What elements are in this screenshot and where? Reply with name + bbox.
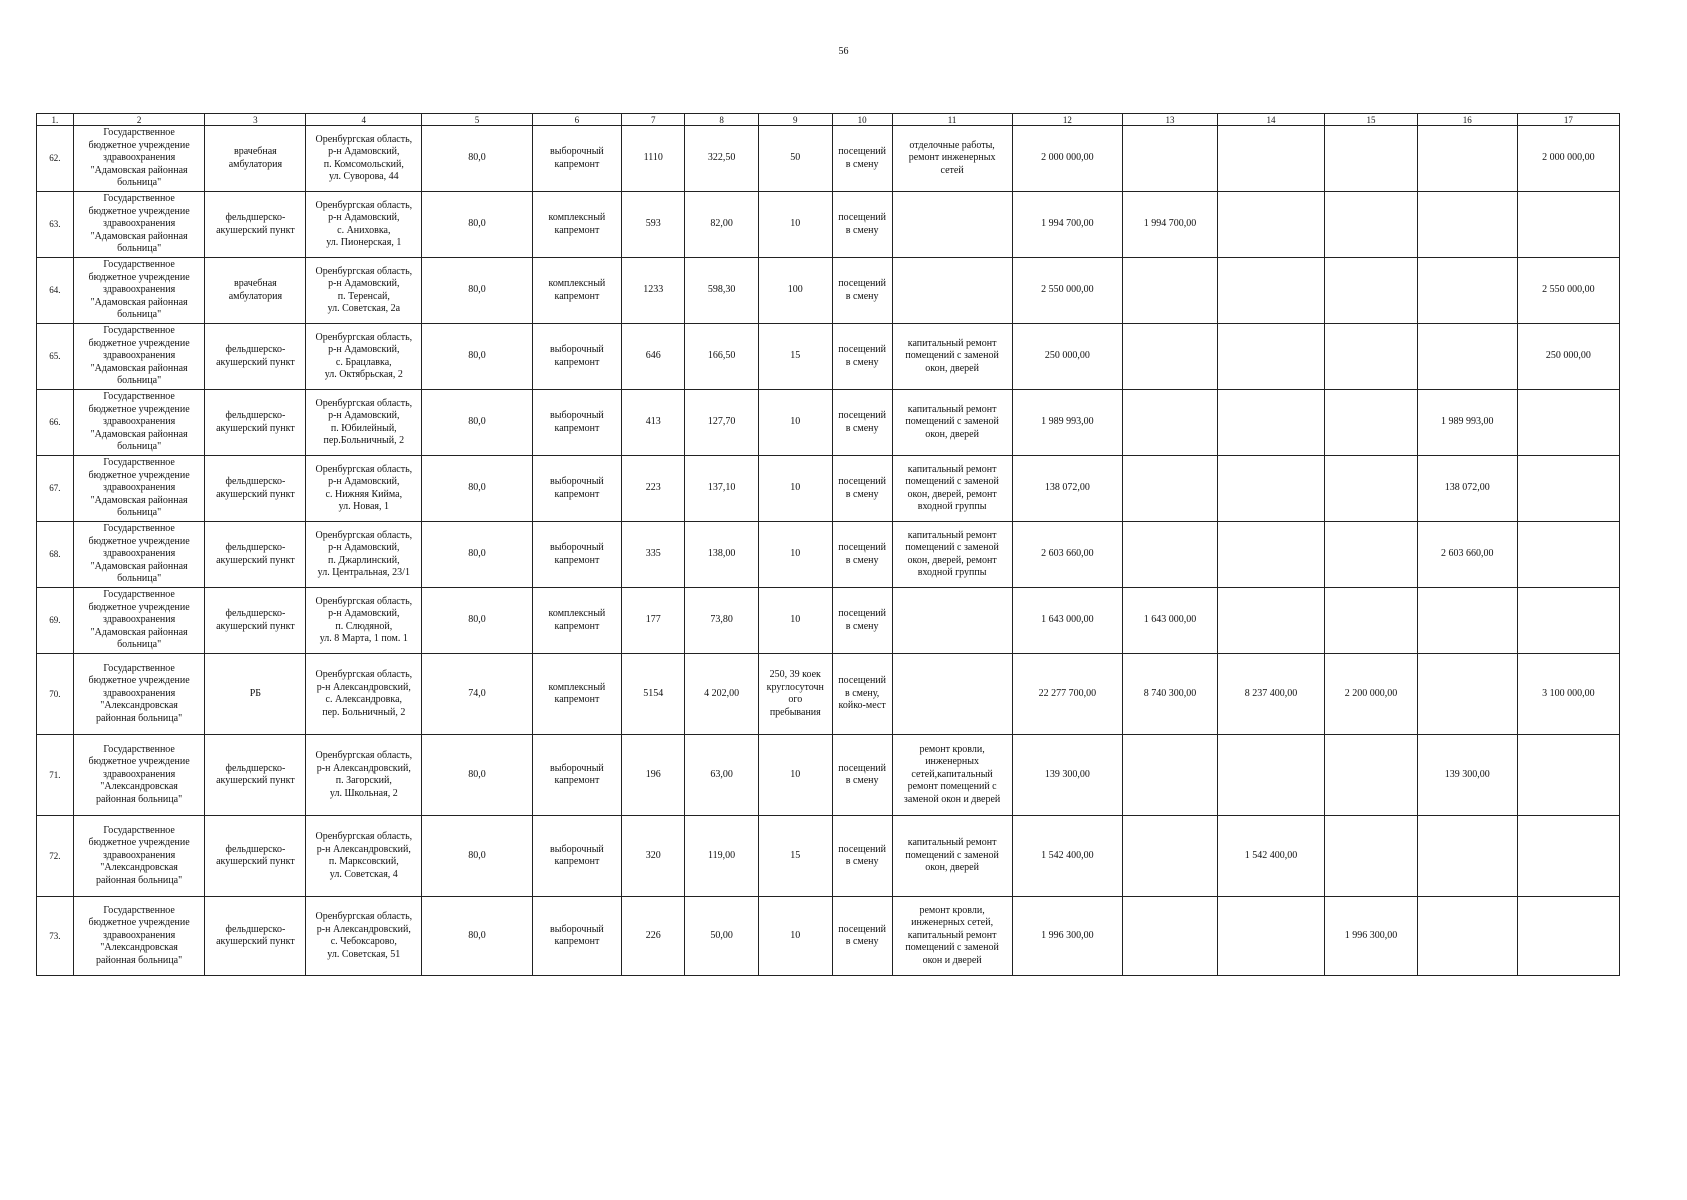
table-cell-col-1: 67. [37, 456, 74, 522]
table-cell-col-9: 10 [758, 735, 832, 816]
table-cell-col-9: 10 [758, 897, 832, 976]
table-cell-col-10: посещений в смену [832, 258, 892, 324]
table-cell-col-16 [1417, 897, 1517, 976]
table-cell-col-6: комплексный капремонт [532, 588, 621, 654]
table-cell-col-9: 50 [758, 126, 832, 192]
table-cell-col-12: 2 550 000,00 [1012, 258, 1123, 324]
table-cell-col-14 [1217, 735, 1324, 816]
table-cell-col-2: Государственное бюджетное учреждение здравоохранения "Адамовская районная больница" [73, 588, 205, 654]
table-cell-col-1: 70. [37, 654, 74, 735]
table-cell-col-17 [1517, 588, 1619, 654]
table-cell-col-16: 2 603 660,00 [1417, 522, 1517, 588]
table-cell-col-3: фельдшерско- акушерский пункт [205, 897, 306, 976]
table-cell-col-11 [892, 192, 1012, 258]
table-cell-col-13: 1 994 700,00 [1123, 192, 1218, 258]
table-cell-col-7: 177 [622, 588, 685, 654]
table-cell-col-17: 2 000 000,00 [1517, 126, 1619, 192]
table-cell-col-5: 80,0 [422, 126, 533, 192]
table-cell-col-10: посещений в смену [832, 192, 892, 258]
table-cell-col-10: посещений в смену, койко-мест [832, 654, 892, 735]
table-cell-col-14: 8 237 400,00 [1217, 654, 1324, 735]
page-number: 56 [838, 46, 849, 57]
table-cell-col-7: 593 [622, 192, 685, 258]
table-cell-col-1: 71. [37, 735, 74, 816]
col-number-7: 7 [622, 114, 685, 126]
table-cell-col-13: 1 643 000,00 [1123, 588, 1218, 654]
table-cell-col-17 [1517, 390, 1619, 456]
table-cell-col-8: 119,00 [685, 816, 759, 897]
table-cell-col-12: 1 989 993,00 [1012, 390, 1123, 456]
table-cell-col-17 [1517, 192, 1619, 258]
table-cell-col-16 [1417, 192, 1517, 258]
table-cell-col-3: врачебная амбулатория [205, 126, 306, 192]
table-cell-col-17: 3 100 000,00 [1517, 654, 1619, 735]
table-cell-col-6: выборочный капремонт [532, 816, 621, 897]
table-cell-col-11: капитальный ремонт помещений с заменой окон, дверей [892, 816, 1012, 897]
table-cell-col-9: 100 [758, 258, 832, 324]
table-cell-col-16: 1 989 993,00 [1417, 390, 1517, 456]
table-cell-col-13 [1123, 735, 1218, 816]
table-cell-col-11: капитальный ремонт помещений с заменой окон, дверей, ремонт входной группы [892, 522, 1012, 588]
table-cell-col-15 [1325, 126, 1418, 192]
table-cell-col-8: 138,00 [685, 522, 759, 588]
table-cell-col-13 [1123, 126, 1218, 192]
table-cell-col-4: Оренбургская область, р-н Адамовский, п. Теренсай, ул. Советская, 2а [306, 258, 422, 324]
table-cell-col-10: посещений в смену [832, 456, 892, 522]
table-body [37, 126, 1620, 976]
table-cell-col-1: 69. [37, 588, 74, 654]
table-cell-col-15 [1325, 390, 1418, 456]
table-cell-col-7: 1110 [622, 126, 685, 192]
col-number-8: 8 [685, 114, 759, 126]
table-cell-col-11: капитальный ремонт помещений с заменой окон, дверей, ремонт входной группы [892, 456, 1012, 522]
table-cell-col-4: Оренбургская область, р-н Александровский, с. Чебоксарово, ул. Советская, 51 [306, 897, 422, 976]
table-cell-col-15: 1 996 300,00 [1325, 897, 1418, 976]
table-cell-col-8: 137,10 [685, 456, 759, 522]
table-cell-col-10: посещений в смену [832, 588, 892, 654]
table-cell-col-13 [1123, 390, 1218, 456]
col-number-10: 10 [832, 114, 892, 126]
table-cell-col-9: 10 [758, 390, 832, 456]
table-cell-col-11 [892, 258, 1012, 324]
table-cell-col-3: РБ [205, 654, 306, 735]
table-cell-col-8: 50,00 [685, 897, 759, 976]
table-cell-col-9: 15 [758, 816, 832, 897]
table-cell-col-14 [1217, 324, 1324, 390]
table-cell-col-8: 598,30 [685, 258, 759, 324]
table-cell-col-14 [1217, 456, 1324, 522]
table-cell-col-12: 2 000 000,00 [1012, 126, 1123, 192]
table-cell-col-15 [1325, 816, 1418, 897]
table-cell-col-3: фельдшерско- акушерский пункт [205, 390, 306, 456]
table-cell-col-16 [1417, 654, 1517, 735]
table-cell-col-17: 2 550 000,00 [1517, 258, 1619, 324]
table-row [37, 126, 1620, 192]
table-cell-col-5: 80,0 [422, 897, 533, 976]
table-cell-col-2: Государственное бюджетное учреждение здравоохранения "Александровская районная больница" [73, 735, 205, 816]
table-cell-col-12: 139 300,00 [1012, 735, 1123, 816]
table-cell-col-14 [1217, 522, 1324, 588]
table-cell-col-15: 2 200 000,00 [1325, 654, 1418, 735]
table-cell-col-7: 413 [622, 390, 685, 456]
table-cell-col-12: 250 000,00 [1012, 324, 1123, 390]
table-cell-col-2: Государственное бюджетное учреждение здравоохранения "Адамовская районная больница" [73, 456, 205, 522]
table-cell-col-5: 80,0 [422, 522, 533, 588]
table-cell-col-4: Оренбургская область, р-н Александровский, п. Марксовский, ул. Советская, 4 [306, 816, 422, 897]
table-cell-col-16 [1417, 258, 1517, 324]
table-row [37, 735, 1620, 816]
table-cell-col-7: 646 [622, 324, 685, 390]
table-cell-col-17 [1517, 816, 1619, 897]
table-cell-col-17 [1517, 735, 1619, 816]
table-cell-col-8: 166,50 [685, 324, 759, 390]
table-cell-col-12: 1 542 400,00 [1012, 816, 1123, 897]
table-cell-col-16: 139 300,00 [1417, 735, 1517, 816]
col-number-15: 15 [1325, 114, 1418, 126]
table-cell-col-4: Оренбургская область, р-н Адамовский, п. Комсомольский, ул. Суворова, 44 [306, 126, 422, 192]
table-cell-col-5: 74,0 [422, 654, 533, 735]
table-cell-col-5: 80,0 [422, 192, 533, 258]
table-cell-col-3: фельдшерско- акушерский пункт [205, 456, 306, 522]
table-cell-col-6: выборочный капремонт [532, 735, 621, 816]
table-cell-col-11: капитальный ремонт помещений с заменой окон, дверей [892, 390, 1012, 456]
table-cell-col-3: врачебная амбулатория [205, 258, 306, 324]
table-cell-col-14 [1217, 588, 1324, 654]
table-cell-col-8: 322,50 [685, 126, 759, 192]
table-cell-col-6: выборочный капремонт [532, 126, 621, 192]
table-cell-col-14 [1217, 390, 1324, 456]
table-cell-col-14 [1217, 192, 1324, 258]
table-cell-col-12: 1 994 700,00 [1012, 192, 1123, 258]
col-number-11: 11 [892, 114, 1012, 126]
table-cell-col-3: фельдшерско- акушерский пункт [205, 588, 306, 654]
table-cell-col-2: Государственное бюджетное учреждение здравоохранения "Александровская районная больница" [73, 654, 205, 735]
table-cell-col-7: 226 [622, 897, 685, 976]
table-cell-col-13 [1123, 258, 1218, 324]
table-cell-col-2: Государственное бюджетное учреждение здравоохранения "Адамовская районная больница" [73, 126, 205, 192]
table-cell-col-13 [1123, 897, 1218, 976]
table-cell-col-5: 80,0 [422, 258, 533, 324]
table-cell-col-9: 10 [758, 588, 832, 654]
table-cell-col-15 [1325, 588, 1418, 654]
table-cell-col-9: 10 [758, 456, 832, 522]
table-cell-col-17 [1517, 897, 1619, 976]
table-cell-col-11: ремонт кровли, инженерных сетей, капитальный ремонт помещений с заменой окон и дверей [892, 897, 1012, 976]
col-number-5: 5 [422, 114, 533, 126]
table-cell-col-6: комплексный капремонт [532, 192, 621, 258]
table-cell-col-17 [1517, 522, 1619, 588]
data-table [36, 113, 1620, 976]
table-cell-col-15 [1325, 735, 1418, 816]
table-cell-col-12: 138 072,00 [1012, 456, 1123, 522]
table-cell-col-11: отделочные работы, ремонт инженерных сетей [892, 126, 1012, 192]
table-cell-col-2: Государственное бюджетное учреждение здравоохранения "Александровская районная больница" [73, 816, 205, 897]
table-cell-col-1: 72. [37, 816, 74, 897]
table-cell-col-10: посещений в смену [832, 735, 892, 816]
table-cell-col-10: посещений в смену [832, 522, 892, 588]
table-cell-col-4: Оренбургская область, р-н Адамовский, п. Слюдяной, ул. 8 Марта, 1 пом. 1 [306, 588, 422, 654]
table-cell-col-13 [1123, 324, 1218, 390]
table-cell-col-8: 4 202,00 [685, 654, 759, 735]
table-cell-col-12: 22 277 700,00 [1012, 654, 1123, 735]
table-cell-col-2: Государственное бюджетное учреждение здравоохранения "Александровская районная больница" [73, 897, 205, 976]
table-cell-col-1: 65. [37, 324, 74, 390]
table-cell-col-17 [1517, 456, 1619, 522]
table-cell-col-12: 2 603 660,00 [1012, 522, 1123, 588]
col-number-16: 16 [1417, 114, 1517, 126]
col-number-17: 17 [1517, 114, 1619, 126]
table-cell-col-3: фельдшерско- акушерский пункт [205, 735, 306, 816]
table-cell-col-5: 80,0 [422, 390, 533, 456]
table-cell-col-1: 66. [37, 390, 74, 456]
table-cell-col-16 [1417, 324, 1517, 390]
table-cell-col-10: посещений в смену [832, 126, 892, 192]
table-cell-col-6: выборочный капремонт [532, 324, 621, 390]
col-number-14: 14 [1217, 114, 1324, 126]
col-number-6: 6 [532, 114, 621, 126]
table-cell-col-5: 80,0 [422, 735, 533, 816]
table-cell-col-4: Оренбургская область, р-н Адамовский, с. Нижняя Кийма, ул. Новая, 1 [306, 456, 422, 522]
table-cell-col-2: Государственное бюджетное учреждение здравоохранения "Адамовская районная больница" [73, 192, 205, 258]
table-cell-col-8: 73,80 [685, 588, 759, 654]
col-number-4: 4 [306, 114, 422, 126]
col-number-12: 12 [1012, 114, 1123, 126]
col-number-9: 9 [758, 114, 832, 126]
table-row [37, 654, 1620, 735]
table-cell-col-4: Оренбургская область, р-н Адамовский, п. Джарлинский, ул. Центральная, 23/1 [306, 522, 422, 588]
table-cell-col-1: 62. [37, 126, 74, 192]
table-cell-col-5: 80,0 [422, 588, 533, 654]
table-cell-col-15 [1325, 522, 1418, 588]
table-cell-col-16 [1417, 126, 1517, 192]
table-cell-col-17: 250 000,00 [1517, 324, 1619, 390]
table-cell-col-6: выборочный капремонт [532, 522, 621, 588]
table-row [37, 324, 1620, 390]
table-row [37, 258, 1620, 324]
table-cell-col-1: 64. [37, 258, 74, 324]
col-number-3: 3 [205, 114, 306, 126]
table-cell-col-16 [1417, 816, 1517, 897]
col-number-13: 13 [1123, 114, 1218, 126]
table-row [37, 897, 1620, 976]
table-cell-col-2: Государственное бюджетное учреждение здравоохранения "Адамовская районная больница" [73, 390, 205, 456]
table-cell-col-7: 5154 [622, 654, 685, 735]
table-cell-col-16 [1417, 588, 1517, 654]
table-row [37, 522, 1620, 588]
table-cell-col-10: посещений в смену [832, 897, 892, 976]
table-cell-col-15 [1325, 192, 1418, 258]
table-cell-col-5: 80,0 [422, 324, 533, 390]
table-cell-col-1: 68. [37, 522, 74, 588]
table-cell-col-1: 73. [37, 897, 74, 976]
table-cell-col-4: Оренбургская область, р-н Адамовский, с. Брацлавка, ул. Октябрьская, 2 [306, 324, 422, 390]
table-cell-col-4: Оренбургская область, р-н Александровский, с. Александровка, пер. Больничный, 2 [306, 654, 422, 735]
table-cell-col-7: 1233 [622, 258, 685, 324]
table-cell-col-4: Оренбургская область, р-н Адамовский, п. Юбилейный, пер.Больничный, 2 [306, 390, 422, 456]
table-row [37, 456, 1620, 522]
table-cell-col-12: 1 996 300,00 [1012, 897, 1123, 976]
table-cell-col-3: фельдшерско- акушерский пункт [205, 192, 306, 258]
table-cell-col-2: Государственное бюджетное учреждение здравоохранения "Адамовская районная больница" [73, 258, 205, 324]
table-cell-col-14 [1217, 126, 1324, 192]
table-cell-col-4: Оренбургская область, р-н Александровский, п. Загорский, ул. Школьная, 2 [306, 735, 422, 816]
table-cell-col-8: 82,00 [685, 192, 759, 258]
table-cell-col-7: 223 [622, 456, 685, 522]
table-cell-col-9: 15 [758, 324, 832, 390]
table-cell-col-10: посещений в смену [832, 816, 892, 897]
table-cell-col-8: 63,00 [685, 735, 759, 816]
table-row [37, 588, 1620, 654]
table-cell-col-13 [1123, 456, 1218, 522]
table-row [37, 192, 1620, 258]
table-cell-col-5: 80,0 [422, 816, 533, 897]
table-cell-col-11 [892, 654, 1012, 735]
table-cell-col-16: 138 072,00 [1417, 456, 1517, 522]
table-cell-col-7: 196 [622, 735, 685, 816]
table-cell-col-2: Государственное бюджетное учреждение здравоохранения "Адамовская районная больница" [73, 522, 205, 588]
table-cell-col-10: посещений в смену [832, 324, 892, 390]
table-cell-col-11: капитальный ремонт помещений с заменой окон, дверей [892, 324, 1012, 390]
table-cell-col-9: 10 [758, 522, 832, 588]
table-cell-col-7: 335 [622, 522, 685, 588]
col-number-2: 2 [73, 114, 205, 126]
table-cell-col-2: Государственное бюджетное учреждение здравоохранения "Адамовская районная больница" [73, 324, 205, 390]
table-cell-col-12: 1 643 000,00 [1012, 588, 1123, 654]
table-row [37, 390, 1620, 456]
table-cell-col-15 [1325, 258, 1418, 324]
table-cell-col-9: 10 [758, 192, 832, 258]
table-cell-col-14 [1217, 258, 1324, 324]
table-cell-col-6: выборочный капремонт [532, 456, 621, 522]
table-cell-col-13 [1123, 816, 1218, 897]
table-cell-col-6: выборочный капремонт [532, 897, 621, 976]
table-cell-col-13 [1123, 522, 1218, 588]
table-cell-col-9: 250, 39 коек круглосуточн ого пребывания [758, 654, 832, 735]
table-cell-col-5: 80,0 [422, 456, 533, 522]
table-cell-col-15 [1325, 324, 1418, 390]
table-cell-col-6: комплексный капремонт [532, 654, 621, 735]
table-cell-col-14: 1 542 400,00 [1217, 816, 1324, 897]
header-row [37, 114, 1620, 126]
table-cell-col-3: фельдшерско- акушерский пункт [205, 522, 306, 588]
table-cell-col-8: 127,70 [685, 390, 759, 456]
table-cell-col-1: 63. [37, 192, 74, 258]
col-number-1: 1. [37, 114, 74, 126]
table-cell-col-11 [892, 588, 1012, 654]
table-cell-col-4: Оренбургская область, р-н Адамовский, с. Аниховка, ул. Пионерская, 1 [306, 192, 422, 258]
table-cell-col-6: комплексный капремонт [532, 258, 621, 324]
table-cell-col-7: 320 [622, 816, 685, 897]
table-cell-col-11: ремонт кровли, инженерных сетей,капитальный ремонт помещений с заменой окон и дверей [892, 735, 1012, 816]
table-cell-col-13: 8 740 300,00 [1123, 654, 1218, 735]
table-cell-col-14 [1217, 897, 1324, 976]
table-cell-col-3: фельдшерско- акушерский пункт [205, 816, 306, 897]
table-cell-col-10: посещений в смену [832, 390, 892, 456]
table-row [37, 816, 1620, 897]
table-cell-col-6: выборочный капремонт [532, 390, 621, 456]
table-cell-col-3: фельдшерско- акушерский пункт [205, 324, 306, 390]
table-cell-col-15 [1325, 456, 1418, 522]
